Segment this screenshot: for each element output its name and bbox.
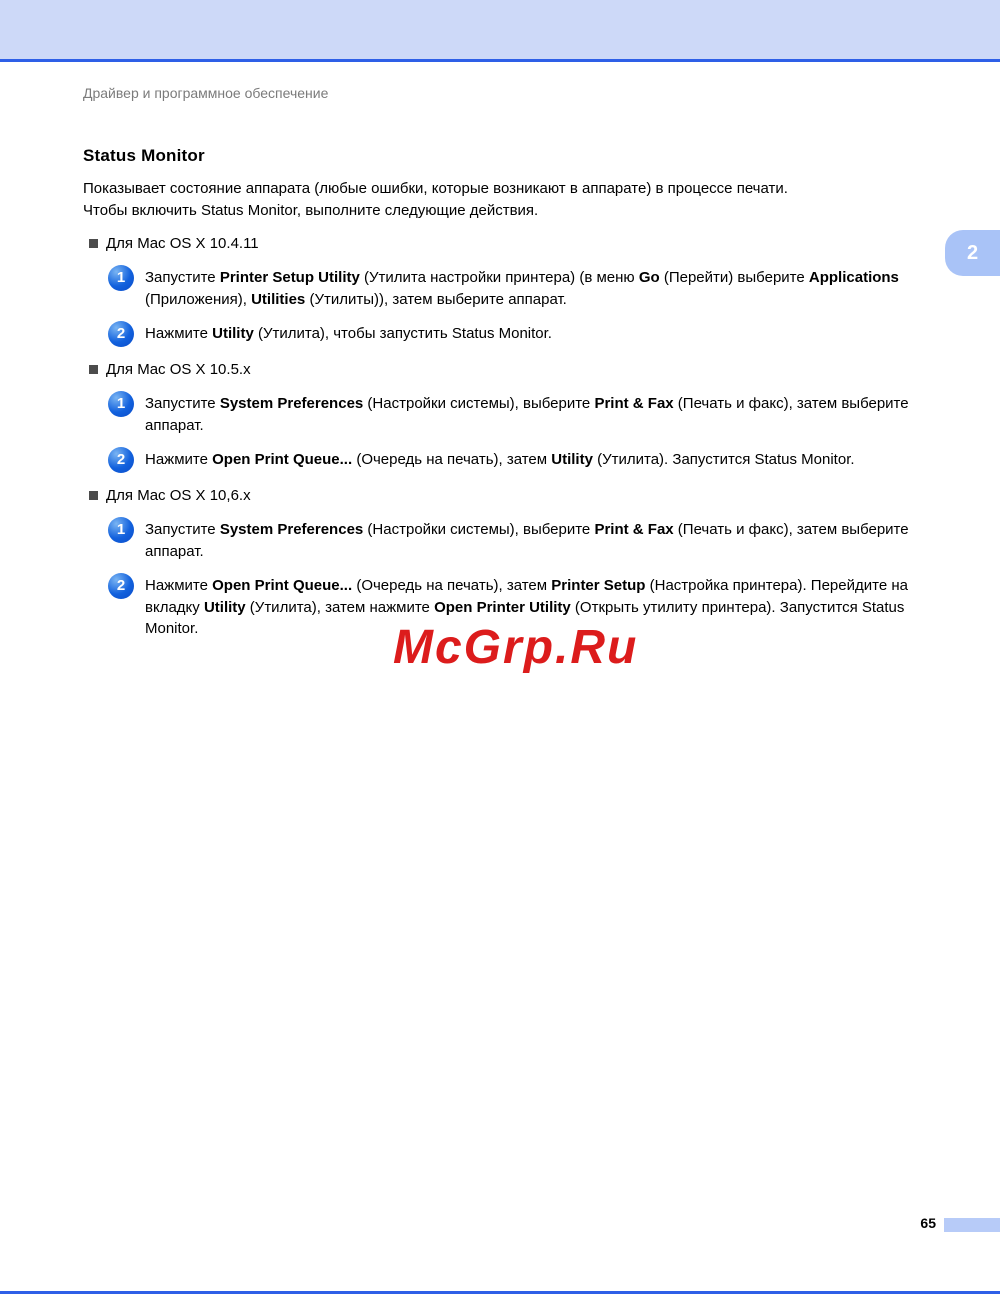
step-row [108, 517, 933, 562]
step-number: 1 [116, 269, 126, 286]
intro-paragraph [83, 178, 933, 221]
step-row [108, 447, 933, 473]
step-number: 2 [116, 451, 126, 468]
step-row [108, 265, 933, 310]
chapter-number-badge [945, 230, 1000, 276]
os-version-label: Для Mac OS X 10.4.11 [106, 235, 259, 252]
intro-line: Показывает состояние аппарата (любые ошибки, которые возникают в аппарате) в процессе печати. [83, 180, 788, 197]
chapter-number: 2 [966, 241, 979, 264]
header-band [0, 0, 1000, 59]
step-number-badge [108, 517, 134, 543]
step-number-badge [108, 321, 134, 347]
step-text: Нажмите Open Print Queue... (Очередь на печать), затем Printer Setup (Настройка принтера). Перейдите на вкладку Utility (Утилита), затем нажмите Open Printer Utility (Открыть утилиту принтера). Запустится Status Monitor. [145, 577, 908, 637]
watermark: McGrp.Ru [393, 621, 639, 674]
step-number-badge [108, 573, 134, 599]
step-number-badge [108, 447, 134, 473]
os-version-label: Для Mac OS X 10.5.x [106, 361, 251, 378]
content [83, 146, 933, 640]
header-rule [0, 59, 1000, 62]
os-version-label: Для Mac OS X 10,6.x [106, 487, 251, 504]
step-text: Нажмите Open Print Queue... (Очередь на печать), затем Utility (Утилита). Запустится Status Monitor. [145, 451, 855, 468]
step-number-badge [108, 391, 134, 417]
step-text: Запустите Printer Setup Utility (Утилита настройки принтера) (в меню Go (Перейти) выберите Applications (Приложения), Utilities (Утилиты)), затем выберите аппарат. [145, 269, 899, 308]
step-number: 1 [116, 521, 126, 538]
step-row [108, 321, 933, 347]
os-version-bullet [83, 485, 933, 506]
step-number-badge [108, 265, 134, 291]
page-title: Status Monitor [83, 146, 205, 165]
os-version-bullet [83, 359, 933, 380]
bullet-square-icon [89, 365, 98, 374]
step-number: 2 [116, 577, 126, 594]
bullet-square-icon [89, 239, 98, 248]
bullet-square-icon [89, 491, 98, 500]
step-number: 2 [116, 325, 126, 342]
page-number: 65 [920, 1215, 936, 1231]
step-text: Запустите System Preferences (Настройки системы), выберите Print & Fax (Печать и факс), затем выберите аппарат. [145, 521, 909, 560]
step-row [108, 391, 933, 436]
running-header: Драйвер и программное обеспечение [83, 85, 329, 101]
os-version-bullet [83, 233, 933, 254]
intro-line: Чтобы включить Status Monitor, выполните следующие действия. [83, 201, 539, 219]
step-number: 1 [116, 395, 126, 412]
page-number-bar [944, 1218, 1000, 1232]
step-text: Нажмите Utility (Утилита), чтобы запустить Status Monitor. [145, 325, 552, 342]
step-text: Запустите System Preferences (Настройки системы), выберите Print & Fax (Печать и факс), затем выберите аппарат. [145, 395, 909, 434]
